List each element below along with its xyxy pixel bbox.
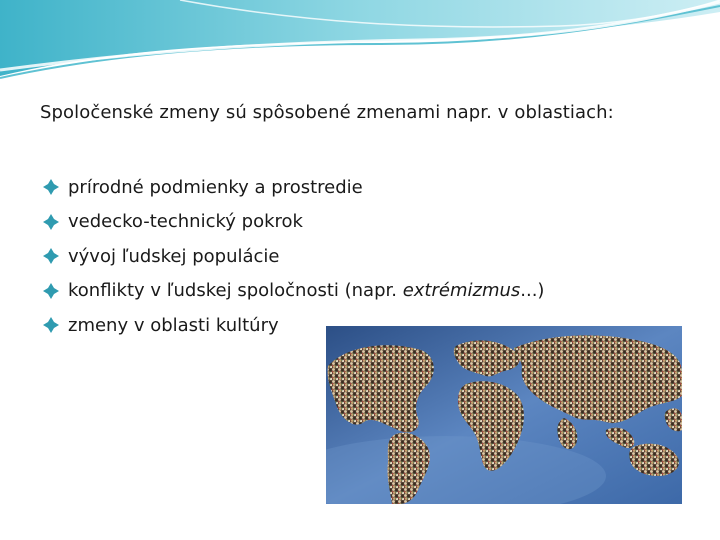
list-item-text — [68, 280, 544, 301]
list-item — [42, 274, 682, 309]
list-item — [42, 205, 682, 240]
intro-text: Spoločenské zmeny sú spôsobené zmenami napr. v oblastiach: — [40, 102, 614, 123]
list-item-text: vedecko-technický pokrok — [68, 211, 303, 233]
world-map-of-people-image — [326, 326, 682, 504]
list-item-text: prírodné podmienky a prostredie — [68, 176, 363, 198]
diamond-bullet-icon — [42, 316, 60, 334]
list-item-text: zmeny v oblasti kultúry — [68, 314, 279, 336]
decorative-header-wave — [0, 0, 720, 90]
list-item — [42, 170, 682, 205]
diamond-bullet-icon — [42, 247, 60, 265]
list-item-text: vývoj ľudskej populácie — [68, 245, 280, 267]
diamond-bullet-icon — [42, 213, 60, 231]
list-item-text-part: konflikty v ľudskej spoločnosti (napr. — [68, 280, 403, 302]
list-item-text-part: ...) — [520, 280, 545, 302]
list-item-italic-text: extrémizmus — [402, 280, 521, 302]
bullet-list — [42, 170, 682, 343]
diamond-bullet-icon — [42, 178, 60, 196]
diamond-bullet-icon — [42, 282, 60, 300]
list-item — [42, 239, 682, 274]
